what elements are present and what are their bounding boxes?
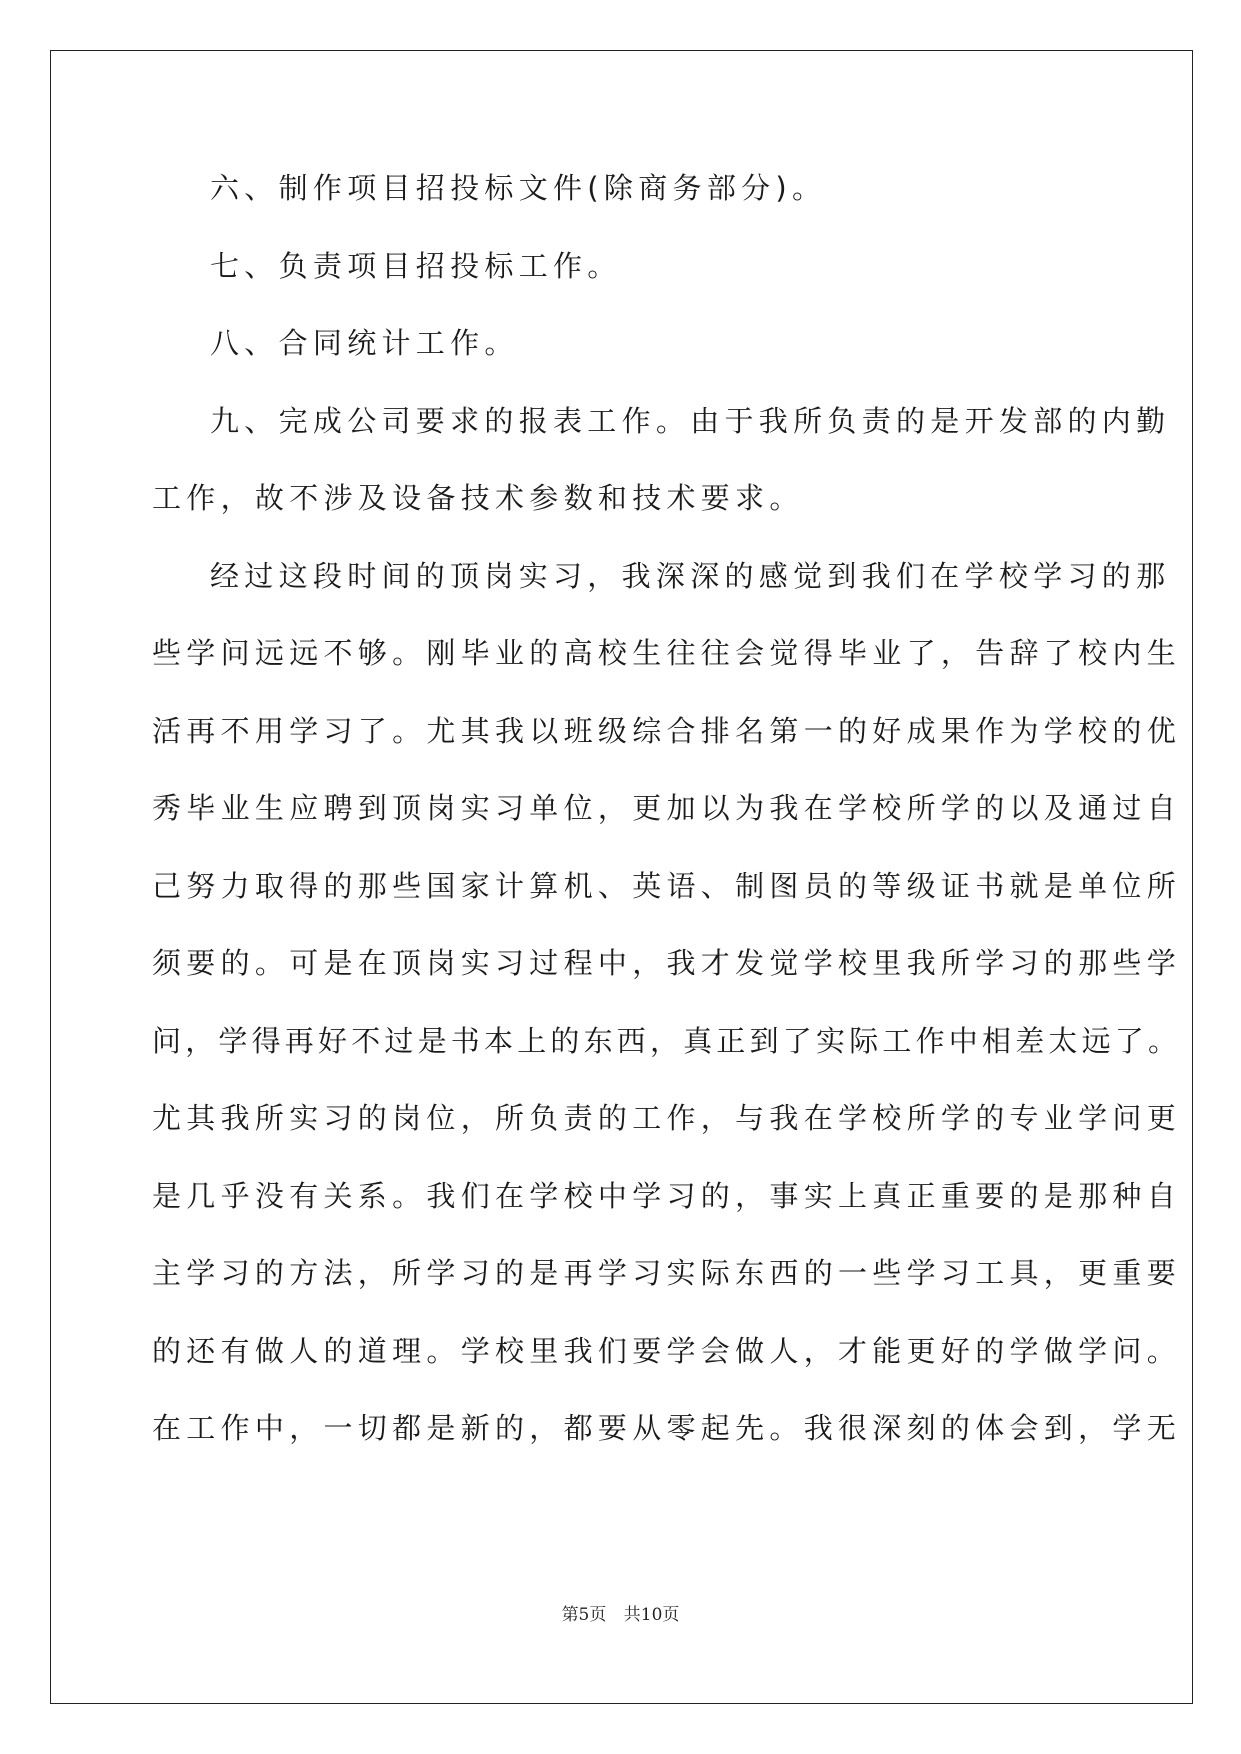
paragraph-line: 须要的。可是在顶岗实习过程中，我才发觉学校里我所学习的那些学 (152, 946, 1182, 980)
paragraph-line: 活再不用学习了。尤其我以班级综合排名第一的好成果作为学校的优 (152, 713, 1182, 748)
list-item-8: 八、合同统计工作。 (210, 326, 519, 360)
paragraph-line: 经过这段时间的顶岗实习，我深深的感觉到我们在学校学习的那 (210, 558, 1171, 593)
paragraph-line: 些学问远远不够。刚毕业的高校生往往会觉得毕业了，告辞了校内生 (152, 636, 1182, 670)
paragraph-line: 己努力取得的那些国家计算机、英语、制图员的等级证书就是单位所 (152, 868, 1182, 903)
paragraph-line: 的还有做人的道理。学校里我们要学会做人，才能更好的学做学问。 (152, 1333, 1182, 1368)
paragraph-line: 问，学得再好不过是书本上的东西，真正到了实际工作中相差太远了。 (152, 1023, 1182, 1058)
list-item-9: 九、完成公司要求的报表工作。由于我所负责的是开发部的内勤 (210, 403, 1171, 438)
list-item-6: 六、制作项目招投标文件(除商务部分)。 (210, 171, 827, 205)
paragraph-line: 尤其我所实习的岗位，所负责的工作，与我在学校所学的专业学问更 (152, 1101, 1182, 1135)
paragraph-line: 主学习的方法，所学习的是再学习实际东西的一些学习工具，更重要 (152, 1256, 1182, 1290)
paragraph-line: 在工作中，一切都是新的，都要从零起先。我很深刻的体会到，学无 (152, 1411, 1182, 1445)
list-item-7: 七、负责项目招投标工作。 (210, 248, 622, 283)
page-footer (0, 1600, 1241, 1625)
document-body (152, 163, 1182, 1481)
page-number-current: 第5页 (561, 1605, 607, 1625)
paragraph-line: 工作，故不涉及设备技术参数和技术要求。 (152, 481, 804, 515)
page-number-total: 共10页 (623, 1605, 680, 1625)
paragraph-line: 秀毕业生应聘到顶岗实习单位，更加以为我在学校所学的以及通过自 (152, 791, 1182, 825)
paragraph-line: 是几乎没有关系。我们在学校中学习的，事实上真正重要的是那种自 (152, 1178, 1182, 1213)
